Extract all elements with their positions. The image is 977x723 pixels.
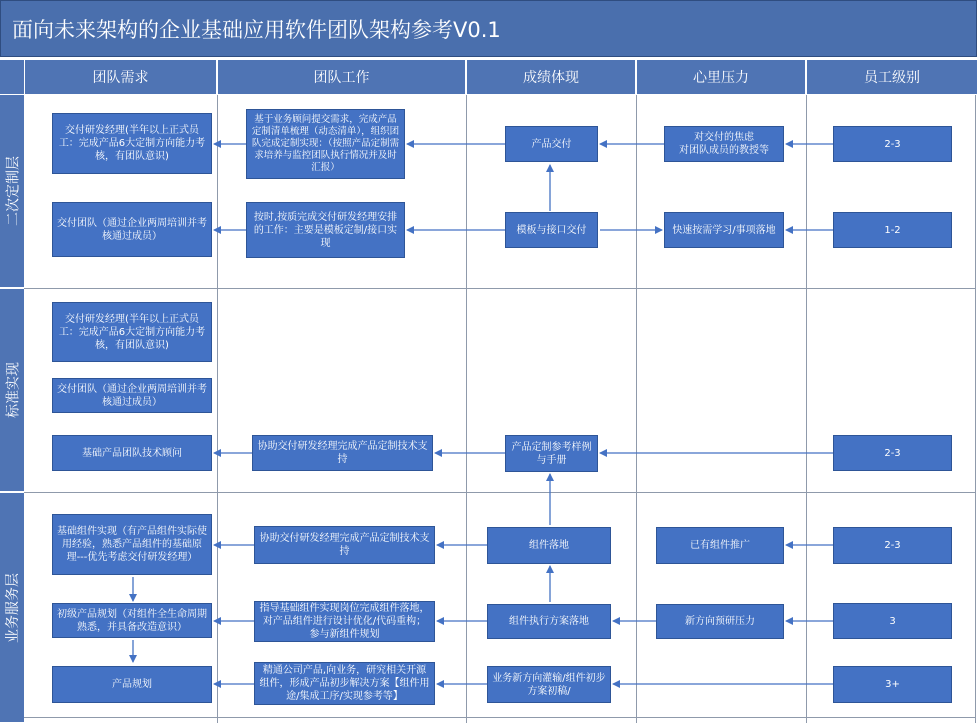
box-junior-product-planning: 初级产品规划（对组件全生命周期熟悉，并具备改造意识） xyxy=(52,603,212,638)
lane-standard-label: 标准实现 xyxy=(5,362,22,418)
column-header-performance: 成绩体现 xyxy=(467,60,636,94)
box-template-interface: 模板与接口交付 xyxy=(505,212,598,248)
lane-business-label: 业务服务层 xyxy=(5,573,21,643)
box-product-planning: 产品规划 xyxy=(52,666,212,703)
box-std-assist-support: 协助交付研发经理完成产品定制技术支持 xyxy=(252,435,433,471)
box-biz-assist-support: 协助交付研发经理完成产品定制技术支持 xyxy=(254,526,435,564)
box-product-delivery: 产品交付 xyxy=(505,126,598,162)
box-component-landing: 组件落地 xyxy=(487,527,611,564)
box-std-delivery-manager-need: 交付研发经理(半年以上正式员工：完成产品6大定制方向能力考核，有团队意识) xyxy=(52,302,212,362)
box-level-standard: 2-3 xyxy=(833,435,952,471)
box-master-products: 精通公司产品,向业务，研究相关开源组件，形成产品初步解决方案【组件用途/集成工序/实现参考等】 xyxy=(254,662,435,705)
lane-custom-label: 二次定制层 xyxy=(5,156,22,226)
box-level-custom-2: 1-2 xyxy=(833,212,952,248)
box-component-exec-plan: 组件执行方案落地 xyxy=(487,604,611,639)
box-delivery-team-need: 交付团队（通过企业两周培训并考核通过成员） xyxy=(52,202,212,257)
box-std-delivery-team-need: 交付团队（通过企业两周培训并考核通过成员） xyxy=(52,378,212,413)
box-custom-sample-manual: 产品定制参考样例与手册 xyxy=(505,435,598,472)
column-header-pressure: 心里压力 xyxy=(637,60,806,94)
box-delivery-team-work: 按时,按质完成交付研发经理安排的工作：主要是模板定制/接口实现 xyxy=(246,202,405,258)
column-header-team-work: 团队工作 xyxy=(218,60,466,94)
box-product-tech-advisor: 基础产品团队技术顾问 xyxy=(52,435,212,471)
box-delivery-manager-need: 交付研发经理(半年以上正式员工：完成产品6大定制方向能力考核，有团队意识) xyxy=(52,113,212,174)
diagram-title: 面向未来架构的企业基础应用软件团队架构参考V0.1 xyxy=(12,18,501,42)
box-level-custom-1: 2-3 xyxy=(833,126,952,162)
box-level-business-3: 3+ xyxy=(833,666,952,703)
box-fast-learning: 快速按需学习/事项落地 xyxy=(664,212,784,248)
box-component-promotion: 已有组件推广 xyxy=(656,527,784,564)
box-component-impl-need: 基础组件实现（有产品组件实际使用经验，熟悉产品组件的基础原理---优先考虑交付研发经理） xyxy=(52,514,212,575)
box-level-business-1: 2-3 xyxy=(833,527,952,564)
box-research-pressure: 新方向预研压力 xyxy=(656,604,784,639)
box-level-business-2: 3 xyxy=(833,603,952,639)
box-guide-component: 指导基础组件实现岗位完成组件落地，对产品组件进行设计优化/代码重构；参与新组件规划 xyxy=(254,601,435,642)
box-new-direction: 业务新方向灌输/组件初步方案初稿/ xyxy=(487,666,611,703)
column-header-team-needs: 团队需求 xyxy=(25,60,217,94)
column-header-staff-level: 员工级别 xyxy=(807,60,977,94)
box-delivery-manager-work: 基于业务顾问提交需求，完成产品定制清单梳理（动态清单），组织团队完成定制实现：（按照产品定制需求培养与监控团队执行情况并及时汇报） xyxy=(246,109,405,179)
box-delivery-anxiety: 对交付的焦虑 对团队成员的教授等 xyxy=(664,126,784,162)
